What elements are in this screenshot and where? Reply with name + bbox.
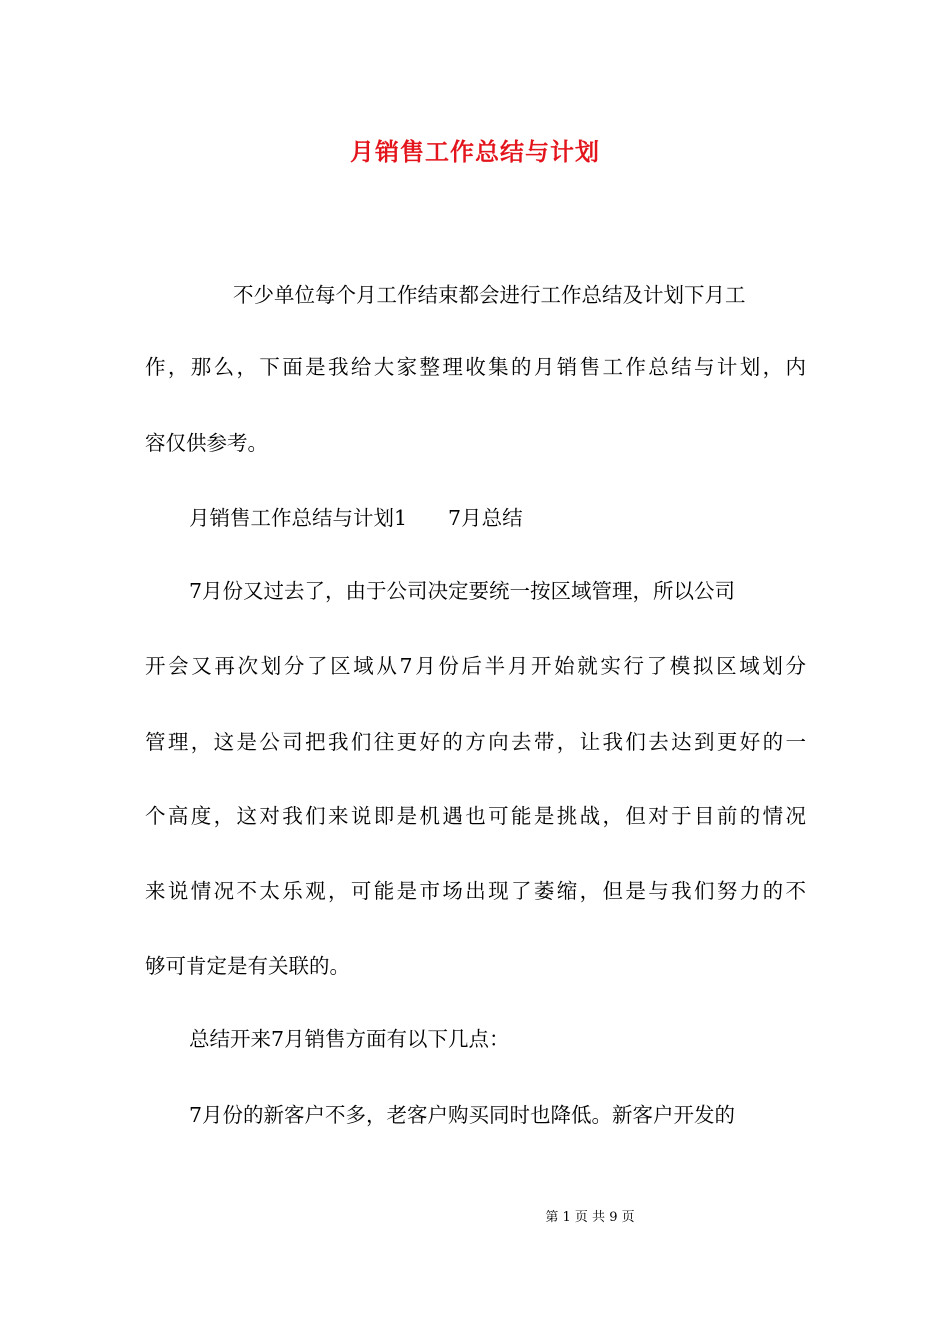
page-number-footer: 第 1 页 共 9 页 (545, 1210, 635, 1225)
paragraph-line: 容仅供参考。 (145, 431, 268, 455)
section-heading: 月销售工作总结与计划1 7月总结 (189, 506, 523, 530)
paragraph-line: 管理，这是公司把我们往更好的方向去带，让我们去达到更好的一 (145, 730, 806, 754)
paragraph-line: 不少单位每个月工作结束都会进行工作总结及计划下月工 (233, 283, 746, 307)
paragraph-line: 开会又再次划分了区域从7月份后半月开始就实行了模拟区域划分 (145, 654, 806, 678)
paragraph-line: 总结开来7月销售方面有以下几点： (189, 1027, 510, 1051)
paragraph-line: 来说情况不太乐观，可能是市场出现了萎缩，但是与我们努力的不 (145, 879, 806, 903)
paragraph-line: 作，那么，下面是我给大家整理收集的月销售工作总结与计划，内 (145, 355, 806, 379)
paragraph-line: 7月份的新客户不多，老客户购买同时也降低。新客户开发的 (189, 1103, 736, 1127)
paragraph-line: 7月份又过去了，由于公司决定要统一按区域管理，所以公司 (189, 579, 736, 603)
paragraph-line: 个高度，这对我们来说即是机遇也可能是挑战，但对于目前的情况 (145, 804, 806, 828)
document-title: 月销售工作总结与计划 (350, 137, 600, 166)
paragraph-line: 够可肯定是有关联的。 (145, 954, 350, 978)
